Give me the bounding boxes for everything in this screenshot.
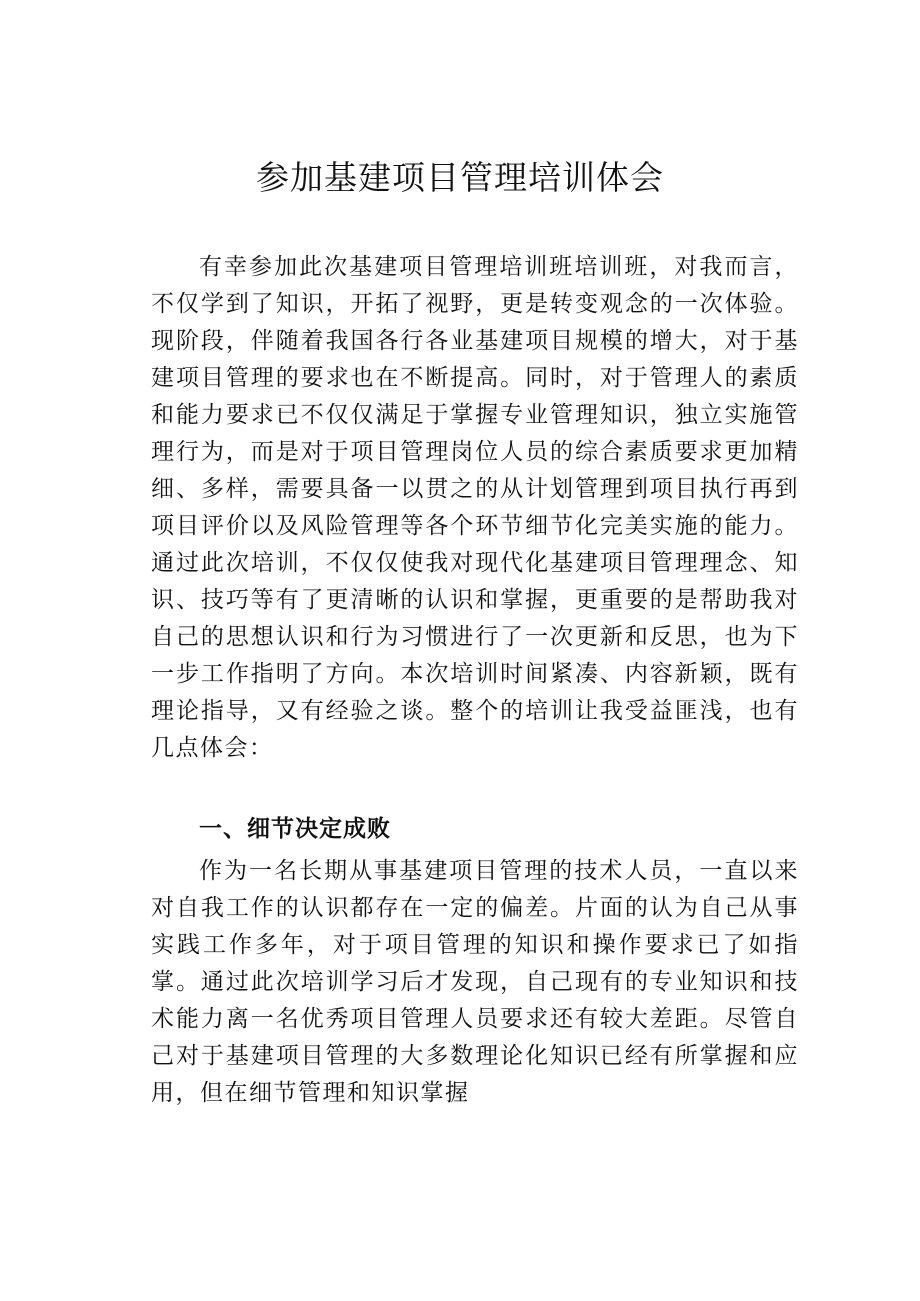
- intro-paragraph: 有幸参加此次基建项目管理培训班培训班，对我而言，不仅学到了知识，开拓了视野，更是转变观念的一次体验。现阶段，伴随着我国各行各业基建项目规模的增大，对于基建项目管理的要求也在不断提高。同时，对于管理人的素质和能力要求已不仅仅满足于掌握专业管理知识，独立实施管理行为，而是对于项目管理岗位人员的综合素质要求更加精细、多样，需要具备一以贯之的从计划管理到项目执行再到项目评价以及风险管理等各个环节细节化完美实施的能力。通过此次培训，不仅仅使我对现代化基建项目管理理念、知识、技巧等有了更清晰的认识和掌握，更重要的是帮助我对自己的思想认识和行为习惯进行了一次更新和反思，也为下一步工作指明了方向。本次培训时间紧凑、内容新颖，既有理论指导，又有经验之谈。整个的培训让我受益匪浅，也有几点体会：: [151, 254, 799, 761]
- section-paragraph: 作为一名长期从事基建项目管理的技术人员，一直以来对自我工作的认识都存在一定的偏差。片面的认为自己从事实践工作多年，对于项目管理的知识和操作要求已了如指掌。通过此次培训学习后才发现，自己现有的专业知识和技术能力离一名优秀项目管理人员要求还有较大差距。尽管自己对于基建项目管理的大多数理论化知识已经有所掌握和应用，但在细节管理和知识掌握: [151, 858, 799, 1106]
- document-title: 参加基建项目管理培训体会: [256, 158, 664, 197]
- section-heading: 一、细节决定成败: [199, 816, 391, 842]
